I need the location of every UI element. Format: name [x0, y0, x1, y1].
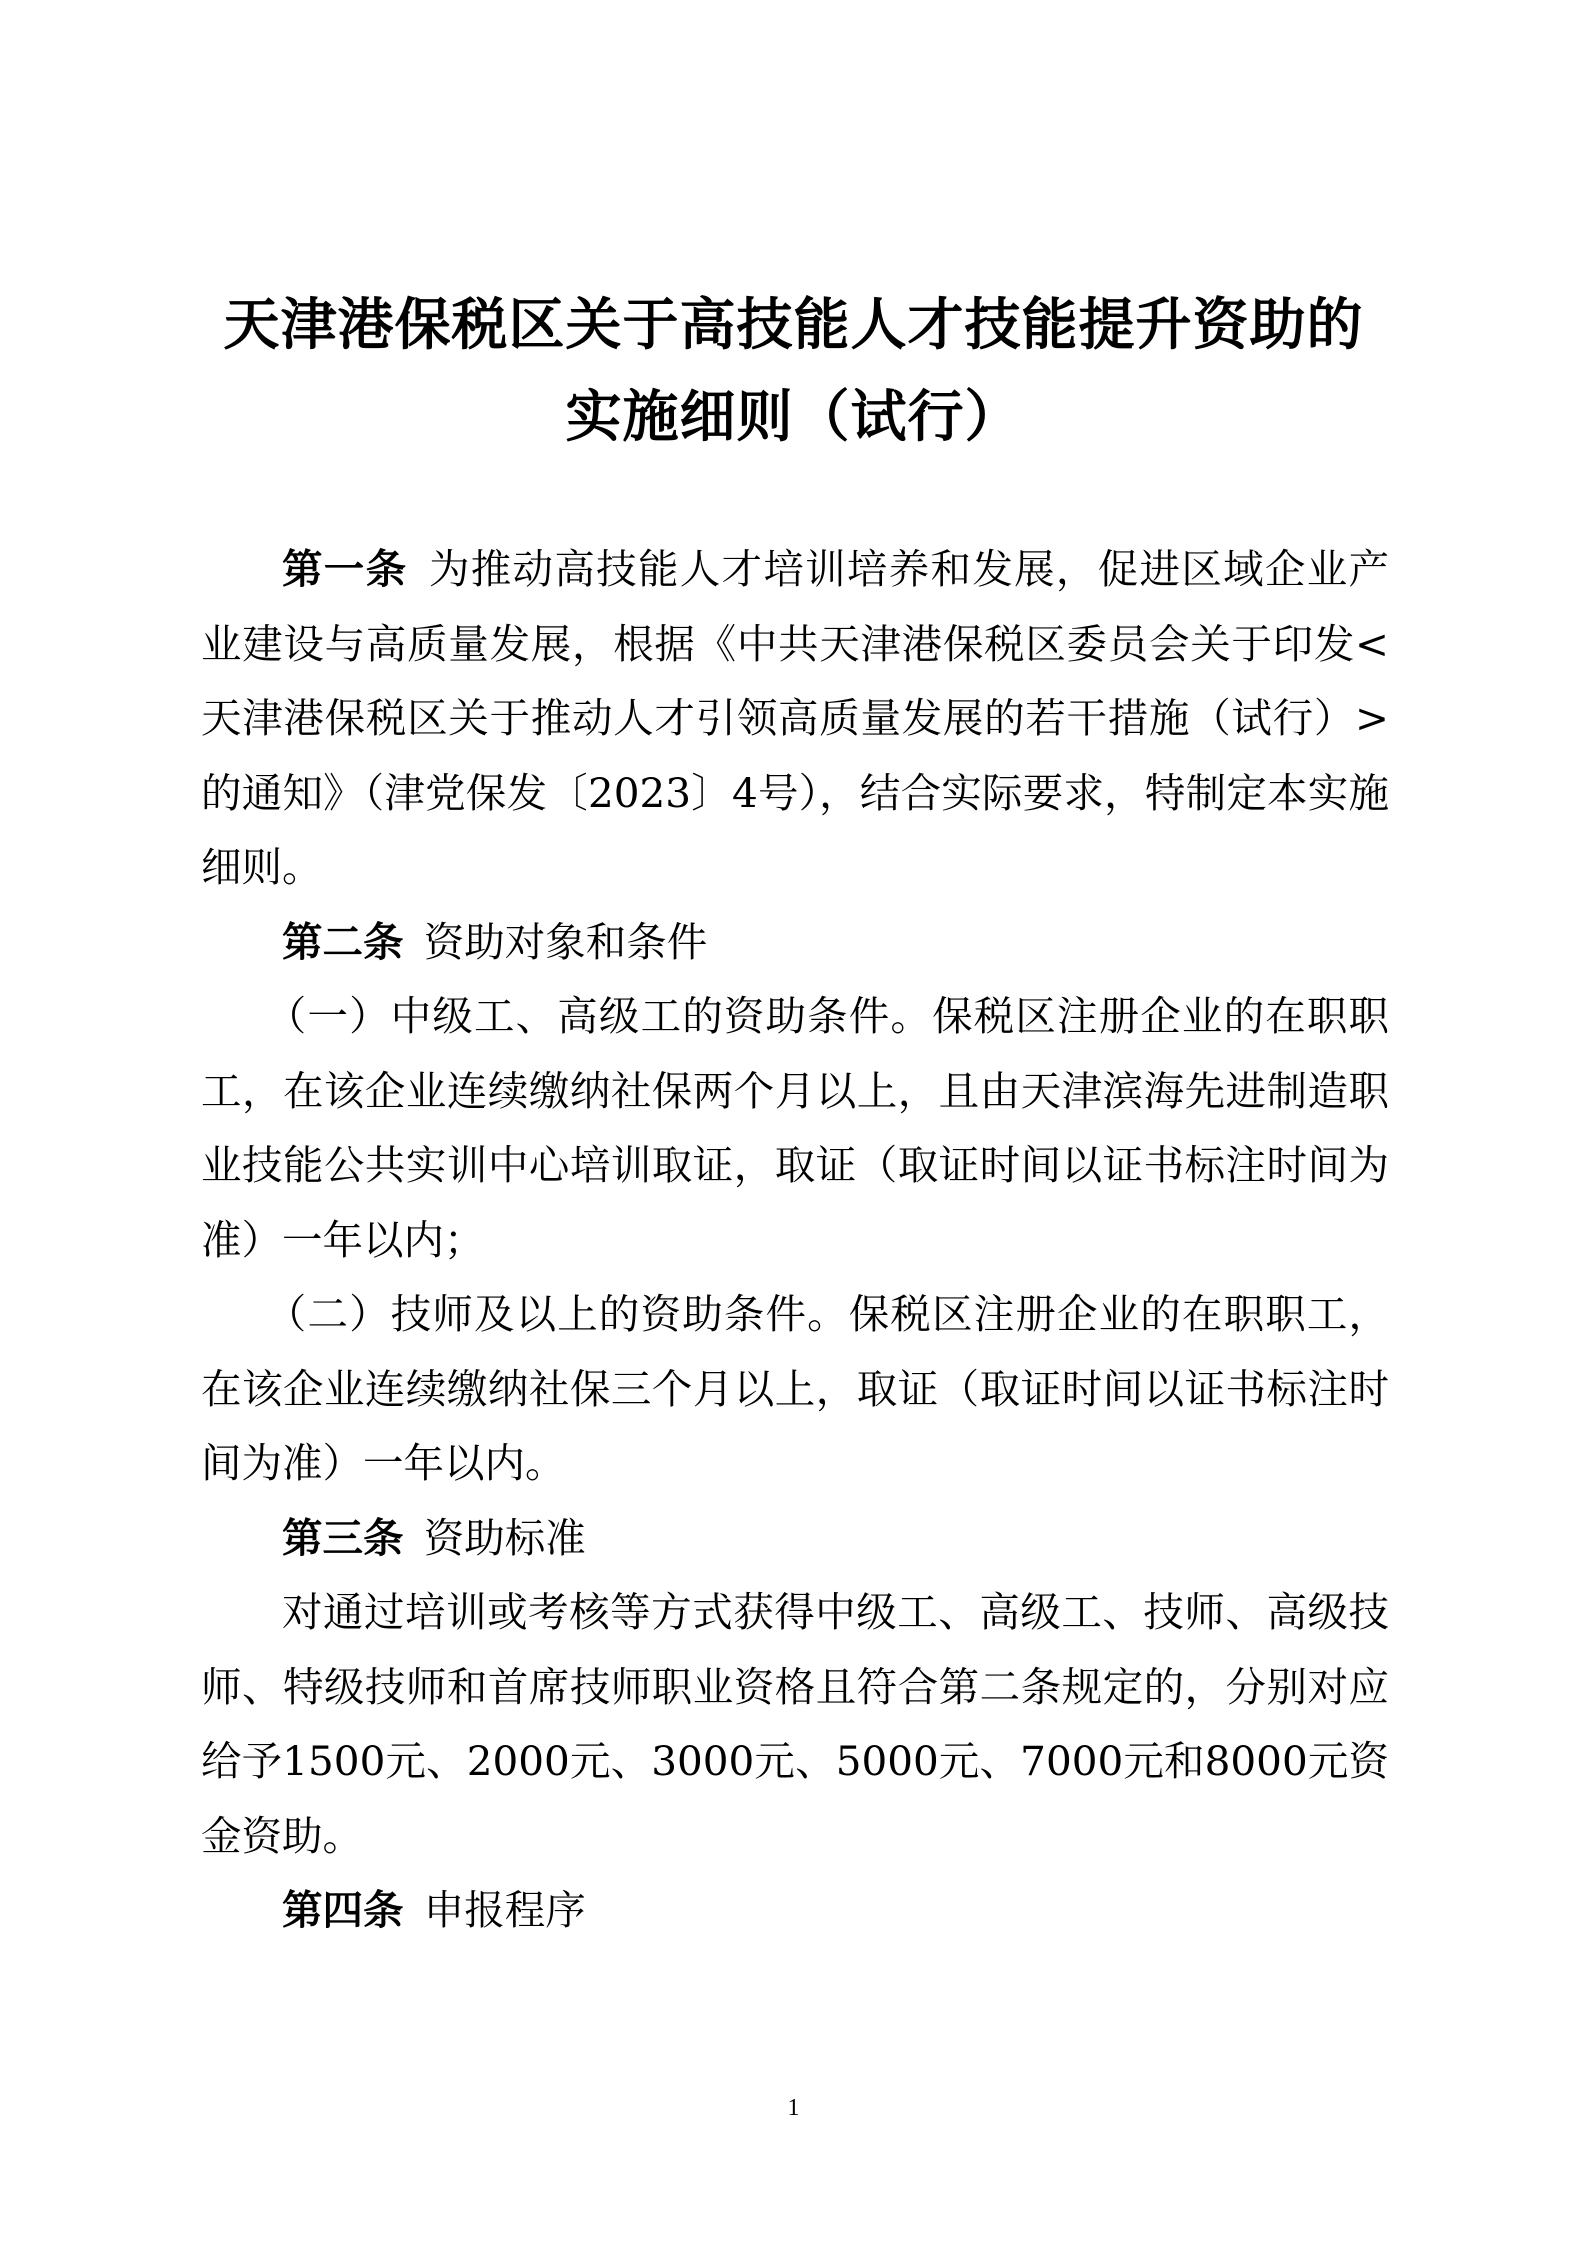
article-3-label: 第三条	[282, 1513, 404, 1562]
title-line-1: 天津港保税区关于高技能人才技能提升资助的	[223, 293, 1364, 358]
article-2-item-1: （一）中级工、高级工的资助条件。保税区注册企业的在职职工，在该企业连续缴纳社保两个月以上，且由天津滨海先进制造职业技能公共实训中心培训取证，取证（取证时间以证书标注时间为准）一年以内；	[201, 992, 1389, 1264]
document-body	[201, 532, 1389, 1948]
article-3	[201, 1501, 1389, 1576]
page-number: 1	[787, 2095, 800, 2121]
article-4-label: 第四条	[282, 1886, 404, 1934]
document-title	[200, 280, 1387, 464]
article-3-heading: 资助标准	[423, 1513, 586, 1562]
article-2	[201, 905, 1389, 980]
article-1-text: 为推动高技能人才培训培养和发展，促进区域企业产业建设与高质量发展，根据《中共天津港保税区委员会关于印发<天津港保税区关于推动人才引领高质量发展的若干措施（试行）>的通知》（津党保发〔2023〕4号），结合实际要求，特制定本实施细则。	[201, 545, 1390, 891]
article-3-paragraph: 对通过培训或考核等方式获得中级工、高级工、技师、高级技师、特级技师和首席技师职业资格且符合第二条规定的，分别对应给予1500元、2000元、3000元、5000元、7000元和8000元资金资助。	[201, 1588, 1389, 1860]
article-4-heading: 申报程序	[423, 1886, 586, 1934]
article-4	[201, 1873, 1389, 1948]
title-line-2: 实施细则（试行）	[565, 385, 1022, 450]
article-1	[201, 532, 1389, 905]
article-1-label: 第一条	[282, 545, 408, 593]
article-2-label: 第二条	[282, 917, 404, 966]
article-2-item-2: （二）技师及以上的资助条件。保税区注册企业的在职职工，在该企业连续缴纳社保三个月以上，取证（取证时间以证书标注时间为准）一年以内。	[201, 1290, 1389, 1487]
article-2-heading: 资助对象和条件	[423, 917, 708, 966]
